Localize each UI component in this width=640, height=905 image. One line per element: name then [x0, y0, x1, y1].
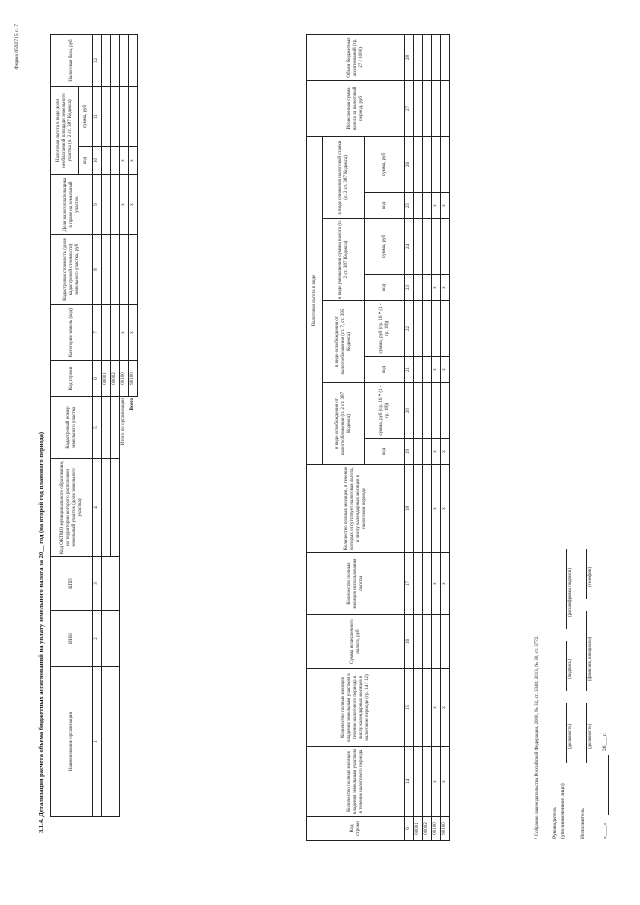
h-land-category: Категория земель (код) — [51, 305, 93, 361]
land-tax-table — [50, 34, 138, 817]
page-title: 3.1.4. Детализация расчета объема бюджетных ассигнований на уплату земельного налога за 20__ год (на второй год планового периода) — [38, 431, 45, 833]
x-mark: x — [129, 175, 138, 235]
h-tax-base: Налоговая база, руб — [51, 35, 93, 87]
h-benefit-group: Налоговая льгота в виде — [307, 137, 323, 465]
total-org-label: Итого по организации — [121, 398, 127, 446]
x-mark: x — [432, 193, 441, 219]
h-cadastral-number: Кадастровый номер земельного участка — [51, 397, 93, 459]
name-caption: (фамилия, инициалы) — [588, 636, 593, 681]
h-code: код — [365, 439, 405, 465]
x-mark: x — [432, 553, 441, 615]
position-caption: (должность) — [588, 723, 593, 749]
table-row-grand-total — [129, 35, 138, 817]
x-mark: x — [441, 553, 450, 615]
h-months-coef: Количество полных месяцев, в течение которых отсутствует налоговая льгота, к числу календарных месяцев в налоговом периоде — [307, 465, 405, 553]
col-num: 16 — [405, 615, 414, 669]
h-volume: Объем бюджетных ассигнований (гр. 27 / 1000) — [307, 35, 405, 81]
col-num: 5 — [93, 397, 102, 459]
phone-caption: (телефон) — [588, 566, 593, 587]
col-num: 14 — [405, 747, 414, 817]
h-code: код — [365, 357, 405, 383]
h-exempt-395: в виде освобождения от налогообложения (ст. 7, ст. 395 Кодекса) — [323, 301, 365, 383]
h-row-code: Код строки — [51, 361, 93, 397]
col-num: 11 — [93, 87, 102, 147]
row-code: 00001 — [102, 361, 111, 397]
row-code: 00002 — [423, 817, 432, 841]
table1-col-numbers — [93, 35, 102, 817]
date-month-line — [608, 755, 609, 815]
table-row — [423, 35, 432, 841]
col-num: 10 — [93, 147, 102, 175]
h-amount-formula: сумма, руб (гр. 16 * (1 - гр. 18)) — [365, 301, 405, 357]
col-num: 24 — [405, 219, 414, 275]
col-num: 22 — [405, 301, 414, 357]
h-accrued: Исчисленная сумма налога за налоговый период, руб — [307, 81, 405, 137]
x-mark: x — [120, 147, 129, 175]
x-mark: x — [432, 275, 441, 301]
date-year: 20___ г. — [602, 732, 608, 751]
table-row — [102, 35, 111, 817]
col-num: 27 — [405, 81, 414, 137]
position-caption: (должность) — [568, 723, 573, 749]
x-mark: x — [432, 747, 441, 817]
h-kpp: КПП — [51, 557, 93, 611]
h-amount: сумма, руб — [365, 219, 405, 275]
executor-position-line — [586, 703, 587, 763]
col-num: 1 — [93, 667, 102, 817]
tax-calc-table — [306, 34, 450, 841]
executor-name-line — [586, 611, 587, 691]
h-coef: Количество полных месяцев владения земельным участком в течение налогового периода к числу календарных месяцев в налоговом периоде (гр. 14 / 12) — [307, 669, 405, 747]
x-mark: x — [441, 439, 450, 465]
h-calc-tax: Сумма исчисленного налога, руб — [307, 615, 405, 669]
row-code: 90100 — [441, 817, 450, 841]
col-num: 7 — [93, 305, 102, 361]
h-inn: ИНН — [51, 611, 93, 667]
col-num: 17 — [405, 553, 414, 615]
x-mark: x — [120, 305, 129, 361]
h-code: код — [365, 193, 405, 219]
x-mark: x — [432, 439, 441, 465]
h-exempt-387: в виде освобождения от налогообложения (п. 2 ст. 387 Кодекса) — [323, 383, 365, 465]
h-code: код — [365, 275, 405, 301]
h-taxpayer-share: Доля налогоплательщика в праве на земельный участок — [51, 175, 93, 235]
col-num: 9 — [93, 175, 102, 235]
h-full-months: Количество полных месяцев владения земельным участком в течение налогового периода — [307, 747, 405, 817]
h-oktmo: Код ОКТМО муниципального образования, на территории которого расположен земельный участок (доля земельного участка) — [51, 459, 93, 557]
head-signature-line — [566, 641, 567, 691]
h-months-benefit: Количество полных месяцев использования льготы — [307, 553, 405, 615]
h-row-code: Код строки — [307, 817, 405, 841]
col-num: 6 — [405, 817, 414, 841]
head-label: Руководитель — [552, 807, 558, 839]
col-num: 25 — [405, 193, 414, 219]
col-num: 18 — [405, 465, 414, 553]
h-amount-formula: сумма, руб (гр. 16 * (1 - гр. 18)) — [365, 383, 405, 439]
h-cadastral-value: Кадастровая стоимость (доля кадастровой стоимости) земельного участка, руб — [51, 235, 93, 305]
x-mark: x — [432, 669, 441, 747]
row-code: 90100 — [129, 361, 138, 397]
x-mark: x — [432, 357, 441, 383]
col-num: 2 — [93, 611, 102, 667]
x-mark: x — [441, 747, 450, 817]
decoding-caption: (расшифровка подписи) — [568, 568, 573, 617]
date-quote: «____» — [602, 822, 608, 839]
x-mark: x — [441, 465, 450, 553]
h-amount: сумма, руб — [79, 87, 93, 147]
col-num: 23 — [405, 275, 414, 301]
col-num: 20 — [405, 383, 414, 439]
table-row — [414, 35, 423, 841]
head-decoding-line — [566, 549, 567, 629]
signature-caption: (подпись) — [568, 659, 573, 679]
col-num: 6 — [93, 361, 102, 397]
table-row-total-org — [120, 35, 129, 817]
x-mark: x — [120, 175, 129, 235]
col-num: 21 — [405, 357, 414, 383]
x-mark: x — [441, 669, 450, 747]
h-amount: сумма, руб — [365, 137, 405, 193]
form-number: Форма 0592715 с. 7 — [14, 24, 20, 70]
x-mark: x — [441, 357, 450, 383]
row-code: 00002 — [111, 361, 120, 397]
table2-col-numbers — [405, 35, 414, 841]
x-mark: x — [432, 465, 441, 553]
h-reduce-amount: в виде уменьшения суммы налога (п. 2 ст. 387 Кодекса) — [323, 219, 365, 301]
col-num: 8 — [93, 235, 102, 305]
head-position-line — [566, 703, 567, 763]
row-code: 00001 — [414, 817, 423, 841]
table-row-total-org — [432, 35, 441, 841]
row-code: 00100 — [120, 361, 129, 397]
col-num: 19 — [405, 439, 414, 465]
table1-header-row — [51, 35, 79, 817]
head-sub: (уполномоченное лицо) — [560, 783, 566, 839]
h-reduction-group: Налоговая льгота в виде доли необлагаемой площади земельного участка (п. 2 ст. 387 Кодекса) — [51, 87, 79, 175]
table-row-grand-total — [441, 35, 450, 841]
col-num: 28 — [405, 35, 414, 81]
h-org-name: Наименование организации — [51, 667, 93, 817]
col-num: 3 — [93, 557, 102, 611]
col-num: 26 — [405, 137, 414, 193]
grand-total-label: Всего — [130, 398, 135, 411]
footnote: ¹ Собрание законодательства Российской Федерации, 2000, № 32, ст. 3340; 2013, № 30, ст. 3772. — [535, 635, 540, 839]
col-num: 4 — [93, 459, 102, 557]
x-mark: x — [129, 147, 138, 175]
executor-phone-line — [586, 549, 587, 599]
h-code: код — [79, 147, 93, 175]
executor-label: Исполнитель — [580, 808, 586, 839]
col-num: 15 — [405, 669, 414, 747]
col-num: 12 — [93, 35, 102, 87]
row-code: 00100 — [432, 817, 441, 841]
h-reduce-rate: в виде снижения налоговой ставки (п. 2 ст. 387 Кодекса) — [323, 137, 365, 219]
x-mark: x — [129, 305, 138, 361]
x-mark: x — [441, 275, 450, 301]
x-mark: x — [441, 193, 450, 219]
